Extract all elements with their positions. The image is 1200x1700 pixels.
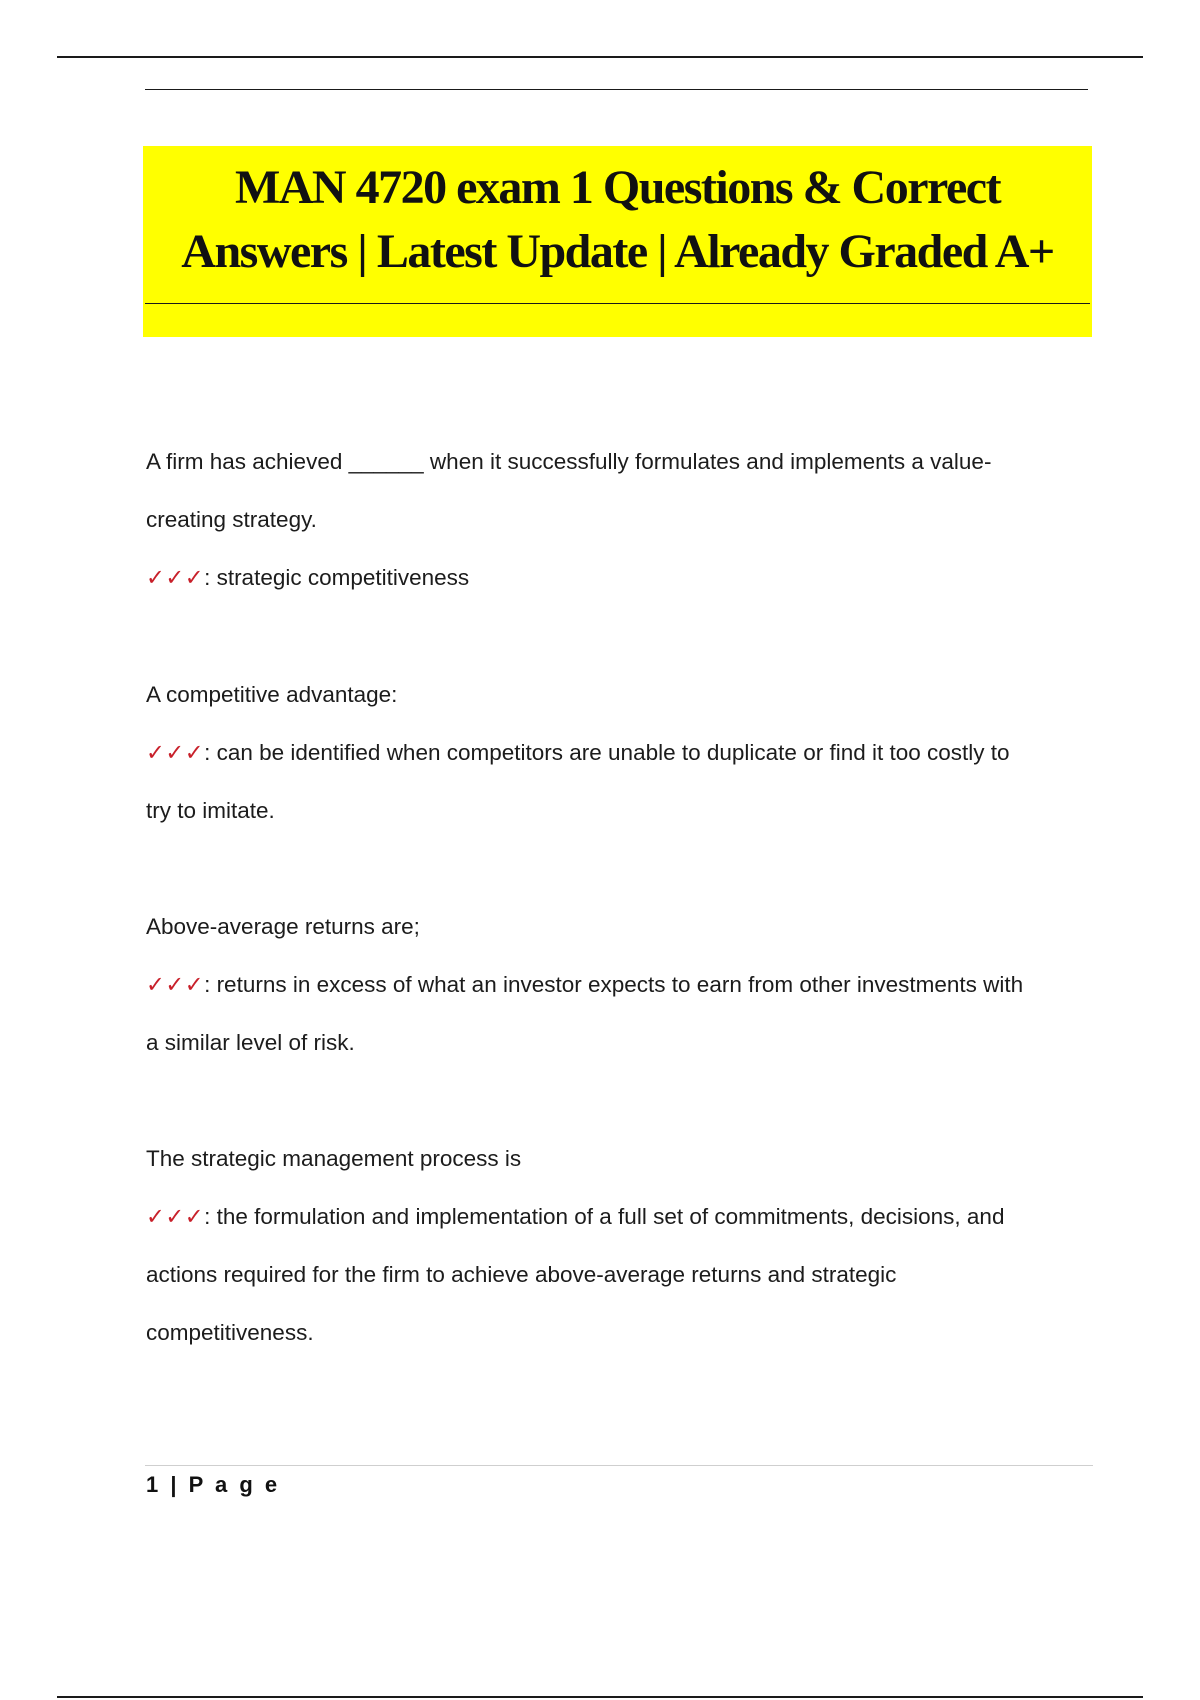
answer-text: : strategic competitiveness (204, 565, 470, 590)
answer-line (146, 1188, 1091, 1246)
question-text: A firm has achieved ______ when it successfully formulates and implements a value- (146, 449, 992, 474)
qa-item-1 (146, 433, 1091, 607)
answer-line (146, 549, 1091, 607)
question-text: Above-average returns are; (146, 914, 420, 939)
answer-line (146, 724, 1091, 782)
answer-text: : the formulation and implementation of a full set of commitments, decisions, and (204, 1204, 1005, 1229)
answer-text: : can be identified when competitors are unable to duplicate or find it too costly to (204, 740, 1010, 765)
checkmark-icon: ✓✓✓ (146, 740, 205, 765)
answer-text: a similar level of risk. (146, 1030, 355, 1055)
checkmark-icon: ✓✓✓ (146, 972, 205, 997)
qa-item-3 (146, 898, 1091, 1072)
answer-text: try to imitate. (146, 798, 275, 823)
answer-text: : returns in excess of what an investor expects to earn from other investments with (204, 972, 1024, 997)
answer-text: competitiveness. (146, 1320, 314, 1345)
question-text: creating strategy. (146, 507, 317, 532)
checkmark-icon: ✓✓✓ (146, 565, 205, 590)
title-line-2: Answers | Latest Update | Already Graded A+ (181, 225, 1054, 278)
answer-text: actions required for the firm to achieve above-average returns and strategic (146, 1262, 897, 1287)
question-text: A competitive advantage: (146, 682, 398, 707)
qa-item-2 (146, 666, 1091, 840)
question-text: The strategic management process is (146, 1146, 522, 1171)
answer-line (146, 956, 1091, 1014)
page-bottom-rule (57, 1696, 1143, 1698)
page-number: 1 | P a g e (146, 1472, 281, 1497)
title-banner (143, 146, 1092, 337)
document-title (143, 156, 1092, 284)
title-line-1: MAN 4720 exam 1 Questions & Correct (234, 161, 1001, 214)
footer-rule (145, 1465, 1093, 1466)
header-rule (145, 89, 1088, 90)
checkmark-icon: ✓✓✓ (146, 1204, 205, 1229)
title-divider (145, 303, 1090, 304)
page-top-rule (57, 56, 1143, 58)
qa-item-4 (146, 1130, 1091, 1362)
